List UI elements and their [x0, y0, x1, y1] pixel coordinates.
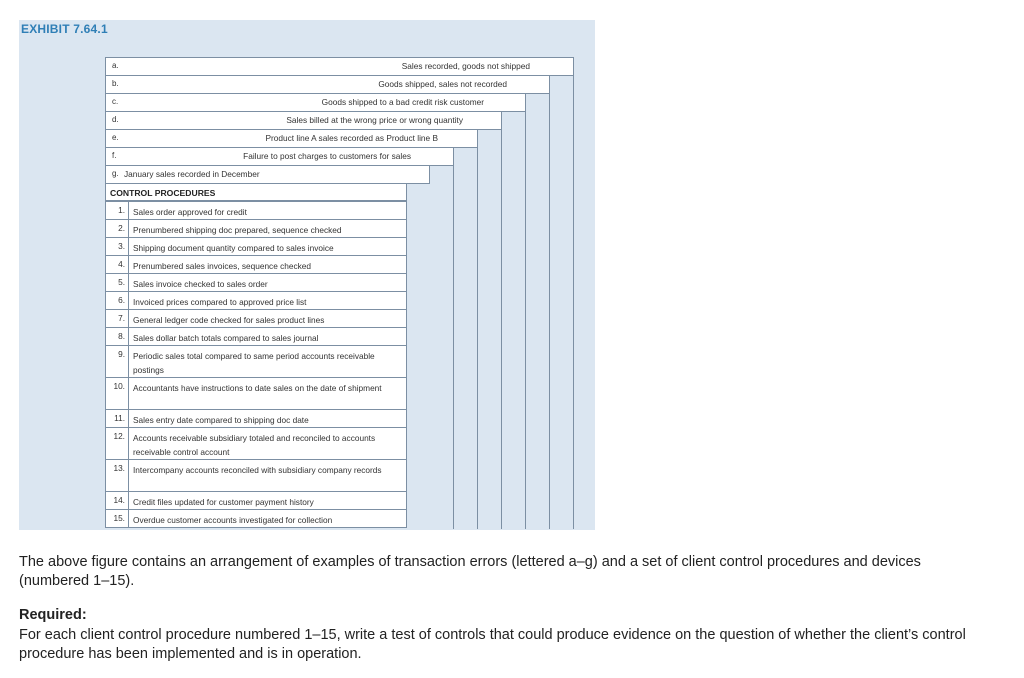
exhibit-figure	[19, 20, 595, 530]
error-letter: e.	[112, 133, 119, 142]
procedure-row	[105, 255, 407, 274]
procedure-number-cell	[106, 274, 129, 291]
required-text: For each client control procedure numbered 1–15, write a test of controls that could produce evidence on the question of whether the client’s control procedure has been implemented and is in operation.	[19, 627, 966, 662]
procedure-description: Sales invoice checked to sales order	[133, 279, 268, 289]
procedure-description: Intercompany accounts reconciled with subsidiary company records	[133, 465, 382, 475]
procedure-number: 3.	[118, 241, 125, 251]
error-column-line	[477, 147, 478, 529]
procedure-number-cell	[106, 460, 129, 491]
error-letter: g.	[112, 169, 119, 178]
procedure-number: 2.	[118, 223, 125, 233]
procedure-description: Invoiced prices compared to approved price list	[133, 297, 307, 307]
procedure-number: 4.	[118, 259, 125, 269]
procedure-number: 14.	[113, 495, 125, 505]
error-row	[105, 57, 574, 76]
error-row	[105, 75, 550, 94]
procedure-row	[105, 309, 407, 328]
procedure-description: Periodic sales total compared to same period accounts receivable postings	[133, 351, 375, 375]
exhibit-title: EXHIBIT 7.64.1	[21, 22, 108, 36]
procedure-number: 8.	[118, 331, 125, 341]
procedure-number: 6.	[118, 295, 125, 305]
procedure-description: Accountants have instructions to date sales on the date of shipment	[133, 383, 382, 393]
procedure-number: 5.	[118, 277, 125, 287]
procedure-description: Accounts receivable subsidiary totaled and reconciled to accounts receivable control account	[133, 433, 376, 457]
error-row	[105, 147, 454, 166]
procedure-number-cell	[106, 310, 129, 327]
error-row	[105, 165, 430, 184]
procedure-row	[105, 201, 407, 220]
procedure-row	[105, 459, 407, 492]
error-column-line	[525, 111, 526, 529]
procedure-number-cell	[106, 510, 129, 527]
procedure-number-cell	[106, 202, 129, 219]
procedure-description: Shipping document quantity compared to sales invoice	[133, 243, 334, 253]
procedure-description: Overdue customer accounts investigated for collection	[133, 515, 333, 525]
required-label: Required:	[19, 607, 87, 623]
error-description: Goods shipped, sales not recorded	[378, 79, 507, 89]
procedure-number-cell	[106, 292, 129, 309]
procedure-number: 12.	[113, 431, 125, 441]
procedure-row	[105, 327, 407, 346]
procedure-row	[105, 237, 407, 256]
procedure-number: 15.	[113, 513, 125, 523]
error-letter: d.	[112, 115, 119, 124]
error-column-line	[573, 75, 574, 529]
control-procedures-header: CONTROL PROCEDURES	[105, 183, 407, 201]
procedure-row	[105, 345, 407, 378]
procedure-description: General ledger code checked for sales product lines	[133, 315, 325, 325]
error-column-line	[549, 93, 550, 529]
procedure-row	[105, 509, 407, 528]
procedure-number-cell	[106, 346, 129, 377]
procedure-description: Credit files updated for customer payment history	[133, 497, 314, 507]
procedure-number-cell	[106, 256, 129, 273]
procedure-number: 10.	[113, 381, 125, 391]
procedure-number-cell	[106, 428, 129, 459]
error-column-line	[453, 165, 454, 529]
procedure-number: 7.	[118, 313, 125, 323]
procedure-row	[105, 427, 407, 460]
procedure-number-cell	[106, 492, 129, 509]
procedure-number: 13.	[113, 463, 125, 473]
error-column-line	[501, 129, 502, 529]
error-letter: c.	[112, 97, 119, 106]
procedure-number: 9.	[118, 349, 125, 359]
procedure-row	[105, 377, 407, 410]
error-description: Failure to post charges to customers for sales	[243, 151, 411, 161]
procedure-number-cell	[106, 328, 129, 345]
procedure-description: Sales entry date compared to shipping doc date	[133, 415, 309, 425]
error-row	[105, 129, 478, 148]
error-row	[105, 111, 502, 130]
error-description: Sales recorded, goods not shipped	[401, 61, 530, 71]
procedure-description: Sales order approved for credit	[133, 207, 247, 217]
error-row	[105, 93, 526, 112]
procedure-number: 1.	[118, 205, 125, 215]
error-description: Sales billed at the wrong price or wrong quantity	[286, 115, 463, 125]
procedure-row	[105, 491, 407, 510]
procedure-number-cell	[106, 238, 129, 255]
procedure-row	[105, 273, 407, 292]
procedure-number-cell	[106, 378, 129, 409]
error-letter: b.	[112, 79, 119, 88]
error-description: Product line A sales recorded as Product line B	[265, 133, 438, 143]
error-letter: f.	[112, 151, 117, 160]
procedure-description: Prenumbered sales invoices, sequence checked	[133, 261, 312, 271]
procedure-row	[105, 219, 407, 238]
procedure-number: 11.	[114, 413, 125, 423]
procedure-description: Prenumbered shipping doc prepared, sequence checked	[133, 225, 342, 235]
procedure-row	[105, 409, 407, 428]
procedure-number-cell	[106, 410, 129, 427]
procedure-row	[105, 291, 407, 310]
procedure-description: Sales dollar batch totals compared to sales journal	[133, 333, 319, 343]
procedure-number-cell	[106, 220, 129, 237]
error-description: January sales recorded in December	[124, 169, 260, 179]
error-description: Goods shipped to a bad credit risk customer	[321, 97, 484, 107]
error-letter: a.	[112, 61, 119, 70]
figure-caption: The above figure contains an arrangement of examples of transaction errors (lettered a–g) and a set of client control procedures and devices (numbered 1–15).	[19, 554, 921, 589]
